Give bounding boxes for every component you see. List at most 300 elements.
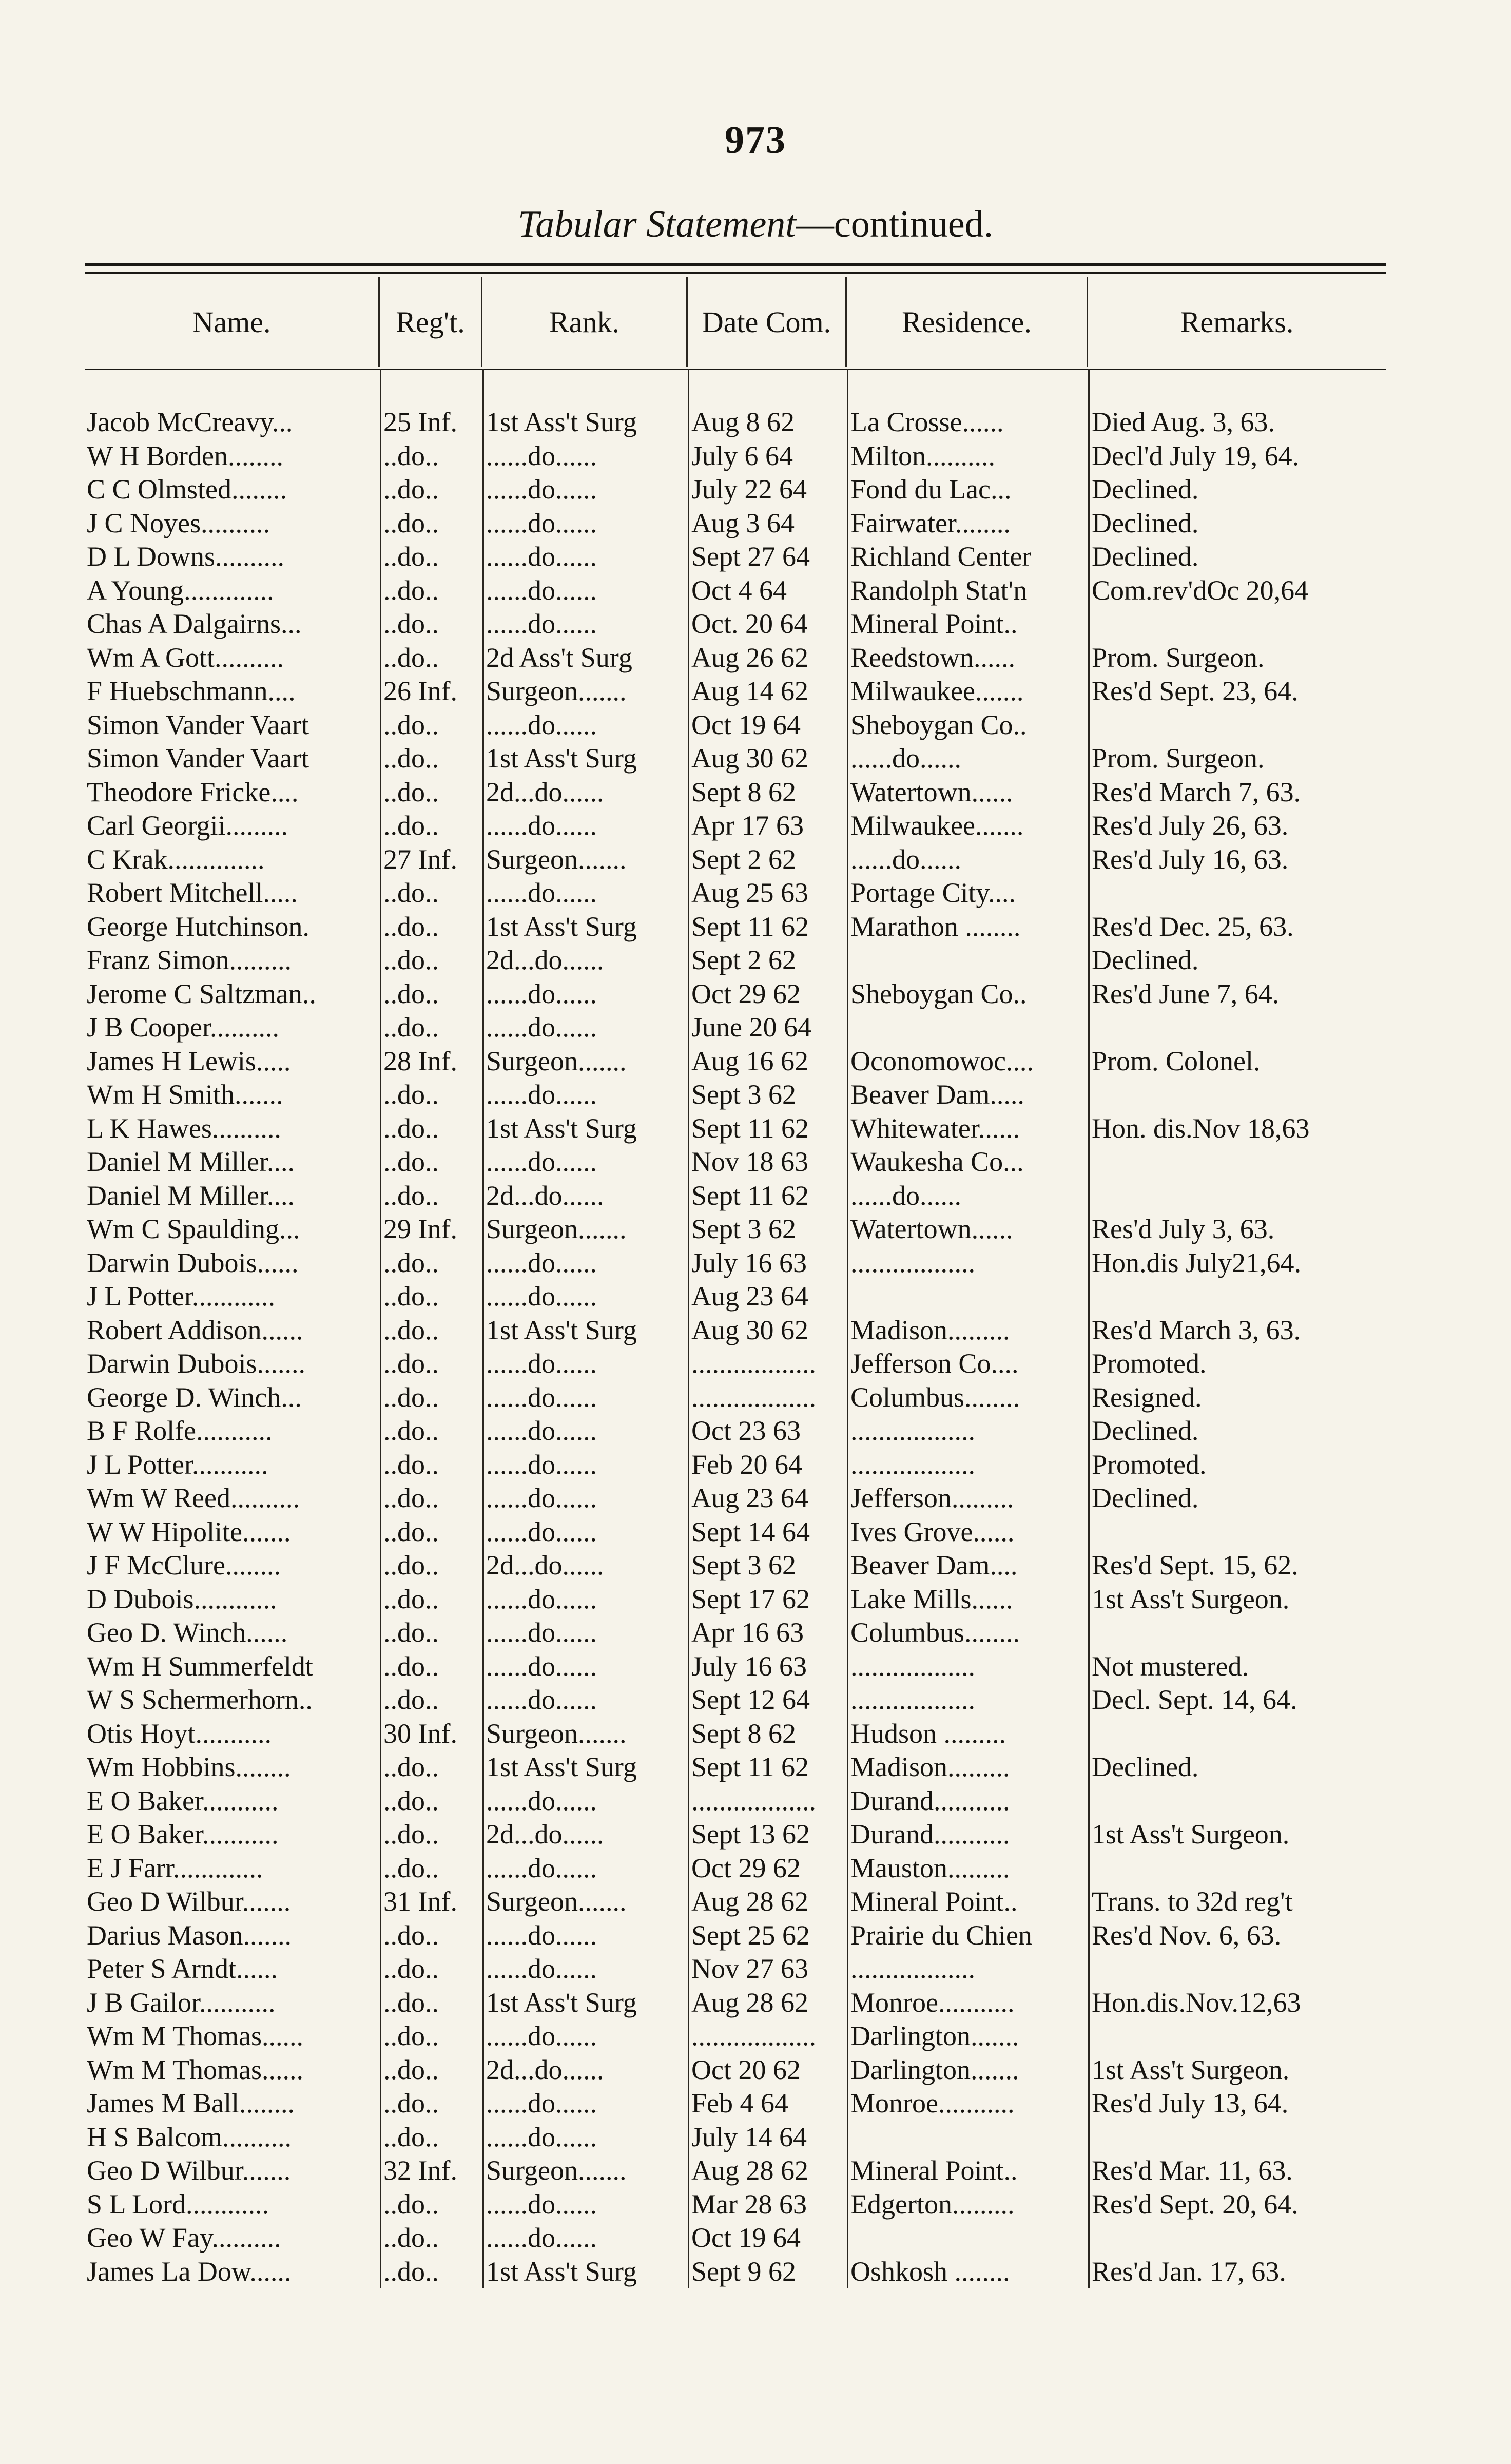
cell-date-commissioned: ..................	[688, 1381, 847, 1415]
cell-remarks: Res'd July 26, 63.	[1088, 809, 1386, 843]
cell-rank: Surgeon.......	[482, 1717, 688, 1751]
cell-regiment: ..do..	[380, 1078, 482, 1112]
cell-residence: Ives Grove......	[847, 1515, 1088, 1549]
cell-remarks: Declined.	[1088, 1750, 1386, 1784]
cell-rank: ......do......	[482, 2121, 688, 2154]
table-row	[85, 1952, 1386, 1986]
cell-name: Geo D Wilbur.......	[87, 2155, 291, 2186]
cell-date-commissioned: Sept 13 62	[688, 1818, 847, 1852]
cell-date-commissioned: Oct 29 62	[688, 1852, 847, 1885]
cell-rank: ......do......	[482, 1784, 688, 1818]
cell-date-commissioned: Sept 8 62	[688, 776, 847, 810]
cell-name: James La Dow......	[87, 2256, 292, 2287]
cell-remarks: Declined.	[1088, 473, 1386, 507]
header-regiment: Reg't.	[380, 277, 482, 367]
cell-regiment: ..do..	[380, 2121, 482, 2154]
cell-date-commissioned: Sept 9 62	[688, 2255, 847, 2289]
table-row	[85, 439, 1386, 473]
cell-residence: Watertown......	[847, 1212, 1088, 1246]
table-row	[85, 1784, 1386, 1818]
cell-remarks: Res'd Dec. 25, 63.	[1088, 910, 1386, 944]
table-row	[85, 1314, 1386, 1348]
cell-regiment: ..do..	[380, 1986, 482, 2020]
cell-residence: ..................	[847, 1414, 1088, 1448]
cell-remarks	[1088, 2121, 1386, 2154]
header-name: Name.	[85, 277, 380, 367]
cell-date-commissioned: Oct 19 64	[688, 2221, 847, 2255]
cell-regiment: 27 Inf.	[380, 843, 482, 877]
page-title-italic: Tabular Statement	[517, 203, 796, 245]
cell-residence: Waukesha Co...	[847, 1145, 1088, 1179]
table-row	[85, 2221, 1386, 2255]
cell-rank: ......do......	[482, 809, 688, 843]
cell-regiment: ..do..	[380, 439, 482, 473]
cell-regiment: ..do..	[380, 977, 482, 1011]
cell-name: W W Hipolite.......	[87, 1516, 291, 1547]
cell-rank: 1st Ass't Surg	[482, 1750, 688, 1784]
cell-regiment: ..do..	[380, 1952, 482, 1986]
cell-remarks	[1088, 1078, 1386, 1112]
cell-remarks: Promoted.	[1088, 1448, 1386, 1482]
cell-rank: ......do......	[482, 1381, 688, 1415]
cell-regiment: ..do..	[380, 1347, 482, 1381]
cell-name: George D. Winch...	[87, 1381, 302, 1413]
cell-residence: Reedstown......	[847, 641, 1088, 675]
cell-regiment: 28 Inf.	[380, 1045, 482, 1079]
header-remarks: Remarks.	[1180, 305, 1294, 339]
table-row	[85, 1650, 1386, 1684]
cell-remarks	[1088, 1011, 1386, 1045]
cell-date-commissioned: ..................	[688, 1784, 847, 1818]
cell-date-commissioned: Oct 23 63	[688, 1414, 847, 1448]
cell-date-commissioned: June 20 64	[688, 1011, 847, 1045]
cell-regiment: ..do..	[380, 2188, 482, 2222]
cell-regiment: ..do..	[380, 1549, 482, 1583]
cell-regiment: ..do..	[380, 1616, 482, 1650]
cell-residence: Madison.........	[847, 1314, 1088, 1348]
cell-name: B F Rolfe...........	[87, 1415, 273, 1446]
table-row	[85, 1583, 1386, 1616]
table-row	[85, 675, 1386, 708]
cell-residence: Prairie du Chien	[847, 1919, 1088, 1953]
cell-name: E O Baker...........	[87, 1785, 279, 1816]
cell-date-commissioned: July 16 63	[688, 1650, 847, 1684]
cell-name: A Young.............	[87, 574, 274, 606]
cell-name: F Huebschmann....	[87, 676, 296, 706]
cell-remarks: Not mustered.	[1088, 1650, 1386, 1684]
cell-residence: Jefferson.........	[847, 1481, 1088, 1515]
cell-name: Geo D Wilbur.......	[87, 1886, 291, 1917]
cell-remarks: Hon.dis.Nov.12,63	[1088, 1986, 1386, 2020]
cell-rank: ......do......	[482, 439, 688, 473]
table-row	[85, 1078, 1386, 1112]
header-rank: Rank.	[482, 277, 688, 367]
cell-name: W S Schermerhorn..	[87, 1684, 313, 1715]
cell-remarks: Declined.	[1088, 507, 1386, 541]
cell-remarks	[1088, 607, 1386, 641]
cell-residence: Whitewater......	[847, 1112, 1088, 1146]
cell-rank: ......do......	[482, 1078, 688, 1112]
table-header	[85, 277, 1386, 367]
cell-regiment: ..do..	[380, 910, 482, 944]
cell-date-commissioned: Mar 28 63	[688, 2188, 847, 2222]
cell-regiment: ..do..	[380, 540, 482, 574]
cell-remarks: Res'd June 7, 64.	[1088, 977, 1386, 1011]
cell-name: James H Lewis.....	[87, 1045, 291, 1076]
cell-rank: Surgeon.......	[482, 1045, 688, 1079]
cell-date-commissioned: July 22 64	[688, 473, 847, 507]
cell-regiment: ..do..	[380, 1650, 482, 1684]
table-row	[85, 2053, 1386, 2087]
cell-remarks: Res'd July 13, 64.	[1088, 2087, 1386, 2121]
cell-rank: 2d Ass't Surg	[482, 641, 688, 675]
cell-rank: 1st Ass't Surg	[482, 1112, 688, 1146]
cell-rank: ......do......	[482, 1919, 688, 1953]
cell-name: James M Ball........	[87, 2088, 295, 2119]
cell-date-commissioned: Aug 30 62	[688, 742, 847, 776]
cell-regiment: ..do..	[380, 2019, 482, 2053]
cell-rank: ......do......	[482, 574, 688, 608]
column-divider	[380, 369, 381, 406]
cell-remarks: Hon.dis July21,64.	[1088, 1246, 1386, 1280]
cell-regiment: ..do..	[380, 1818, 482, 1852]
cell-name: Simon Vander Vaart	[87, 709, 309, 740]
cell-name: Theodore Fricke....	[87, 776, 299, 807]
cell-name: S L Lord............	[87, 2188, 269, 2220]
cell-remarks	[1088, 1515, 1386, 1549]
cell-residence: ......do......	[847, 742, 1088, 776]
page-number: 973	[725, 119, 786, 162]
cell-remarks	[1088, 2221, 1386, 2255]
cell-rank: Surgeon.......	[482, 2154, 688, 2188]
cell-name: D Dubois............	[87, 1583, 277, 1614]
cell-regiment: ..do..	[380, 944, 482, 977]
cell-date-commissioned: Oct 4 64	[688, 574, 847, 608]
cell-date-commissioned: Sept 8 62	[688, 1717, 847, 1751]
cell-remarks: Res'd July 16, 63.	[1088, 843, 1386, 877]
table-row	[85, 2087, 1386, 2121]
table-row	[85, 1986, 1386, 2020]
cell-residence: Edgerton.........	[847, 2188, 1088, 2222]
header-bottom-rule	[85, 369, 1386, 370]
cell-residence: Beaver Dam....	[847, 1549, 1088, 1583]
cell-remarks: Declined.	[1088, 540, 1386, 574]
cell-regiment: ..do..	[380, 1583, 482, 1616]
cell-remarks: Res'd Sept. 23, 64.	[1088, 675, 1386, 708]
cell-remarks	[1088, 1280, 1386, 1314]
cell-date-commissioned: Sept 11 62	[688, 1179, 847, 1213]
cell-date-commissioned: Aug 26 62	[688, 641, 847, 675]
cell-date-commissioned: ..................	[688, 1347, 847, 1381]
cell-regiment: ..do..	[380, 1919, 482, 1953]
cell-date-commissioned: Aug 28 62	[688, 1885, 847, 1919]
cell-remarks: Declined.	[1088, 1414, 1386, 1448]
cell-residence	[847, 1011, 1088, 1045]
cell-regiment: ..do..	[380, 1280, 482, 1314]
cell-rank: Surgeon.......	[482, 1212, 688, 1246]
cell-name: L K Hawes..........	[87, 1112, 281, 1144]
cell-date-commissioned: July 14 64	[688, 2121, 847, 2154]
cell-name: E O Baker...........	[87, 1819, 279, 1850]
cell-date-commissioned: Sept 3 62	[688, 1212, 847, 1246]
cell-remarks	[1088, 1145, 1386, 1179]
table-row	[85, 1481, 1386, 1515]
cell-rank: ......do......	[482, 977, 688, 1011]
cell-date-commissioned: Sept 11 62	[688, 1750, 847, 1784]
cell-remarks: Prom. Colonel.	[1088, 1045, 1386, 1079]
cell-date-commissioned: ..................	[688, 2019, 847, 2053]
table-row	[85, 1414, 1386, 1448]
cell-regiment: ..do..	[380, 708, 482, 742]
cell-residence: Monroe...........	[847, 1986, 1088, 2020]
cell-residence: Milwaukee.......	[847, 809, 1088, 843]
cell-rank: 1st Ass't Surg	[482, 406, 688, 439]
cell-remarks	[1088, 1784, 1386, 1818]
cell-rank: Surgeon.......	[482, 675, 688, 708]
cell-rank: 2d...do......	[482, 1818, 688, 1852]
table-body	[85, 406, 1386, 2288]
cell-regiment: ..do..	[380, 2053, 482, 2087]
cell-remarks: Decl'd July 19, 64.	[1088, 439, 1386, 473]
cell-residence: La Crosse......	[847, 406, 1088, 439]
page-title-rest: —continued.	[796, 203, 994, 245]
cell-date-commissioned: Feb 4 64	[688, 2087, 847, 2121]
cell-rank: ......do......	[482, 1650, 688, 1684]
table-row	[85, 910, 1386, 944]
cell-rank: 1st Ass't Surg	[482, 910, 688, 944]
cell-remarks: Res'd Nov. 6, 63.	[1088, 1919, 1386, 1953]
cell-residence: Darlington.......	[847, 2019, 1088, 2053]
cell-remarks: 1st Ass't Surgeon.	[1088, 1583, 1386, 1616]
column-divider	[847, 369, 848, 406]
table-row	[85, 1045, 1386, 1079]
cell-regiment: ..do..	[380, 876, 482, 910]
table-row	[85, 1381, 1386, 1415]
cell-date-commissioned: Aug 23 64	[688, 1481, 847, 1515]
cell-name: Geo D. Winch......	[87, 1617, 288, 1648]
cell-remarks: Declined.	[1088, 1481, 1386, 1515]
cell-remarks	[1088, 876, 1386, 910]
cell-date-commissioned: July 16 63	[688, 1246, 847, 1280]
cell-date-commissioned: Apr 16 63	[688, 1616, 847, 1650]
cell-rank: 2d...do......	[482, 944, 688, 977]
table-row	[85, 708, 1386, 742]
cell-residence: Columbus........	[847, 1616, 1088, 1650]
cell-date-commissioned: Feb 20 64	[688, 1448, 847, 1482]
table-row	[85, 574, 1386, 608]
cell-regiment: ..do..	[380, 1852, 482, 1885]
cell-name: Carl Georgii.........	[87, 810, 288, 841]
cell-residence: Mineral Point..	[847, 2154, 1088, 2188]
cell-regiment: ..do..	[380, 607, 482, 641]
table-row	[85, 2154, 1386, 2188]
table-row	[85, 1717, 1386, 1751]
cell-regiment: ..do..	[380, 1750, 482, 1784]
cell-rank: 2d...do......	[482, 776, 688, 810]
cell-date-commissioned: Apr 17 63	[688, 809, 847, 843]
table-row	[85, 1112, 1386, 1146]
cell-date-commissioned: Nov 18 63	[688, 1145, 847, 1179]
cell-name: Wm M Thomas......	[87, 2054, 303, 2085]
cell-rank: Surgeon.......	[482, 843, 688, 877]
cell-date-commissioned: Sept 17 62	[688, 1583, 847, 1616]
cell-remarks: Res'd Sept. 20, 64.	[1088, 2188, 1386, 2222]
cell-regiment: ..do..	[380, 1145, 482, 1179]
cell-regiment: 31 Inf.	[380, 1885, 482, 1919]
cell-regiment: ..do..	[380, 1683, 482, 1717]
cell-date-commissioned: Aug 14 62	[688, 675, 847, 708]
cell-name: Chas A Dalgairns...	[87, 608, 302, 639]
cell-remarks: Resigned.	[1088, 1381, 1386, 1415]
cell-regiment: ..do..	[380, 1011, 482, 1045]
cell-rank: ......do......	[482, 1448, 688, 1482]
cell-name: W H Borden........	[87, 440, 283, 471]
cell-regiment: ..do..	[380, 574, 482, 608]
cell-rank: ......do......	[482, 540, 688, 574]
header-residence: Residence.	[847, 277, 1088, 367]
cell-name: J F McClure........	[87, 1550, 281, 1581]
cell-rank: ......do......	[482, 1011, 688, 1045]
table-row	[85, 1280, 1386, 1314]
cell-regiment: ..do..	[380, 1314, 482, 1348]
cell-rank: ......do......	[482, 1583, 688, 1616]
cell-regiment: ..do..	[380, 473, 482, 507]
cell-rank: 2d...do......	[482, 1549, 688, 1583]
cell-date-commissioned: Sept 2 62	[688, 944, 847, 977]
cell-regiment: ..do..	[380, 507, 482, 541]
cell-remarks: 1st Ass't Surgeon.	[1088, 2053, 1386, 2087]
cell-residence: Fond du Lac...	[847, 473, 1088, 507]
cell-residence	[847, 944, 1088, 977]
table-row	[85, 1549, 1386, 1583]
cell-date-commissioned: July 6 64	[688, 439, 847, 473]
cell-residence: Oconomowoc....	[847, 1045, 1088, 1079]
cell-name: Peter S Arndt......	[87, 1953, 278, 1984]
cell-rank: ......do......	[482, 1852, 688, 1885]
cell-date-commissioned: Sept 11 62	[688, 910, 847, 944]
table-row	[85, 473, 1386, 507]
cell-rank: ......do......	[482, 1414, 688, 1448]
table-row	[85, 1885, 1386, 1919]
cell-name: Daniel M Miller....	[87, 1180, 295, 1211]
cell-date-commissioned: Sept 2 62	[688, 843, 847, 877]
table-row	[85, 1616, 1386, 1650]
cell-name: Geo W Fay..........	[87, 2222, 281, 2253]
cell-remarks: Com.rev'dOc 20,64	[1088, 574, 1386, 608]
cell-remarks	[1088, 1179, 1386, 1213]
cell-name: Jacob McCreavy...	[87, 407, 293, 437]
cell-name: E J Farr.............	[87, 1852, 263, 1883]
cell-residence: ..................	[847, 1246, 1088, 1280]
cell-residence: ..................	[847, 1683, 1088, 1717]
cell-regiment: ..do..	[380, 1448, 482, 1482]
table-row	[85, 1448, 1386, 1482]
table-row	[85, 1179, 1386, 1213]
cell-residence: Jefferson Co....	[847, 1347, 1088, 1381]
cell-date-commissioned: Aug 28 62	[688, 2154, 847, 2188]
table-row	[85, 2019, 1386, 2053]
cell-residence: Fairwater........	[847, 507, 1088, 541]
cell-rank: ......do......	[482, 876, 688, 910]
table-row	[85, 2188, 1386, 2222]
cell-name: Wm H Smith.......	[87, 1079, 283, 1110]
cell-regiment: ..do..	[380, 1246, 482, 1280]
cell-date-commissioned: Oct 29 62	[688, 977, 847, 1011]
table-row	[85, 1818, 1386, 1852]
table-row	[85, 1852, 1386, 1885]
table-row	[85, 1515, 1386, 1549]
cell-residence: Lake Mills......	[847, 1583, 1088, 1616]
cell-name: Darwin Dubois.......	[87, 1348, 305, 1379]
cell-name: C C Olmsted........	[87, 474, 287, 505]
table-top-rule	[85, 263, 1386, 266]
table-row	[85, 2255, 1386, 2289]
cell-name: Wm Hobbins........	[87, 1751, 291, 1782]
cell-residence: Oshkosh ........	[847, 2255, 1088, 2289]
cell-date-commissioned: Aug 16 62	[688, 1045, 847, 1079]
cell-residence	[847, 2221, 1088, 2255]
cell-residence: ......do......	[847, 843, 1088, 877]
cell-rank: ......do......	[482, 1515, 688, 1549]
cell-date-commissioned: Oct 19 64	[688, 708, 847, 742]
cell-name: Wm A Gott..........	[87, 642, 284, 673]
cell-date-commissioned: Nov 27 63	[688, 1952, 847, 1986]
cell-residence: Mineral Point..	[847, 607, 1088, 641]
cell-regiment: ..do..	[380, 2221, 482, 2255]
table-row	[85, 1919, 1386, 1953]
cell-residence: Marathon ........	[847, 910, 1088, 944]
cell-date-commissioned: Oct 20 62	[688, 2053, 847, 2087]
cell-regiment: ..do..	[380, 641, 482, 675]
cell-remarks: Res'd Jan. 17, 63.	[1088, 2255, 1386, 2289]
cell-residence: Watertown......	[847, 776, 1088, 810]
cell-rank: ......do......	[482, 2188, 688, 2222]
cell-rank: ......do......	[482, 1145, 688, 1179]
cell-remarks	[1088, 2019, 1386, 2053]
cell-rank: 1st Ass't Surg	[482, 2255, 688, 2289]
cell-residence: Milton..........	[847, 439, 1088, 473]
table-row	[85, 1750, 1386, 1784]
cell-remarks: Declined.	[1088, 944, 1386, 977]
cell-residence: Milwaukee.......	[847, 675, 1088, 708]
cell-residence: Mineral Point..	[847, 1885, 1088, 1919]
cell-remarks: Hon. dis.Nov 18,63	[1088, 1112, 1386, 1146]
table-row	[85, 876, 1386, 910]
cell-rank: 1st Ass't Surg	[482, 1986, 688, 2020]
cell-rank: ......do......	[482, 2087, 688, 2121]
cell-regiment: 30 Inf.	[380, 1717, 482, 1751]
table-row	[85, 2121, 1386, 2154]
cell-regiment: 29 Inf.	[380, 1212, 482, 1246]
table-top-rule-thin	[85, 272, 1386, 274]
cell-regiment: 25 Inf.	[380, 406, 482, 439]
table-row	[85, 406, 1386, 439]
cell-name: Wm C Spaulding...	[87, 1214, 300, 1244]
cell-residence	[847, 2121, 1088, 2154]
cell-residence: Beaver Dam.....	[847, 1078, 1088, 1112]
cell-rank: 2d...do......	[482, 1179, 688, 1213]
column-divider	[482, 369, 484, 406]
cell-remarks	[1088, 1717, 1386, 1751]
table-row	[85, 1212, 1386, 1246]
cell-date-commissioned: Oct. 20 64	[688, 607, 847, 641]
cell-remarks: Prom. Surgeon.	[1088, 641, 1386, 675]
cell-regiment: ..do..	[380, 809, 482, 843]
cell-remarks	[1088, 1952, 1386, 1986]
cell-remarks	[1088, 708, 1386, 742]
cell-residence: ..................	[847, 1650, 1088, 1684]
table-row	[85, 809, 1386, 843]
